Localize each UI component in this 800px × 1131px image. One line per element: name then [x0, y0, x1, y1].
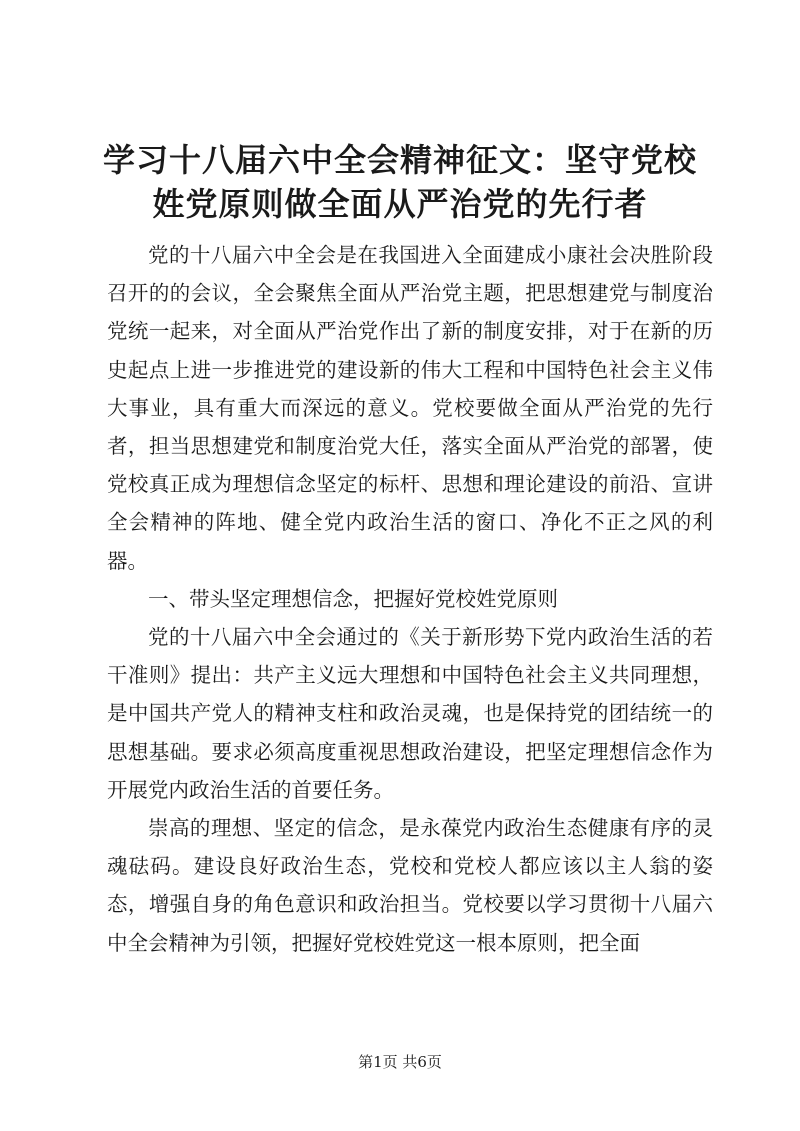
paragraph-section-1-a: 党的十八届六中全会通过的《关于新形势下党内政治生活的若干准则》提出：共产主义远大理想和中国特色社会主义共同理想，是中国共产党人的精神支柱和政治灵魂，也是保持党的团结统一的思想基础。要求必须高度重视思想政治建设，把坚定理想信念作为开展党内政治生活的首要任务。 — [107, 625, 713, 802]
document-body — [107, 236, 713, 962]
document-title: 学习十八届六中全会精神征文：坚守党校姓党原则做全面从严治党的先行者 — [102, 141, 697, 223]
paragraph-section-1-b: 崇高的理想、坚定的信念，是永葆党内政治生态健康有序的灵魂砝码。建设良好政治生态，党校和党校人都应该以主人翁的姿态，增强自身的角色意识和政治担当。党校要以学习贯彻十八届六中全会精神为引领，把握好党校姓党这一根本原则，把全面 — [107, 816, 713, 955]
section-heading-1: 一、带头坚定理想信念，把握好党校姓党原则 — [148, 586, 558, 611]
page-number: 第1页 共6页 — [358, 1053, 442, 1071]
paragraph-intro: 党的十八届六中全会是在我国进入全面建成小康社会决胜阶段召开的的会议，全会聚焦全面从严治党主题，把思想建党与制度治党统一起来，对全面从严治党作出了新的制度安排，对于在新的历史起点上进一步推进党的建设新的伟大工程和中国特色社会主义伟大事业，具有重大而深远的意义。党校要做全面从严治党的先行者，担当思想建党和制度治党大任，落实全面从严治党的部署，使党校真正成为理想信念坚定的标杆、思想和理论建设的前沿、宣讲全会精神的阵地、健全党内政治生活的窗口、净化不正之风的利器。 — [107, 243, 713, 573]
